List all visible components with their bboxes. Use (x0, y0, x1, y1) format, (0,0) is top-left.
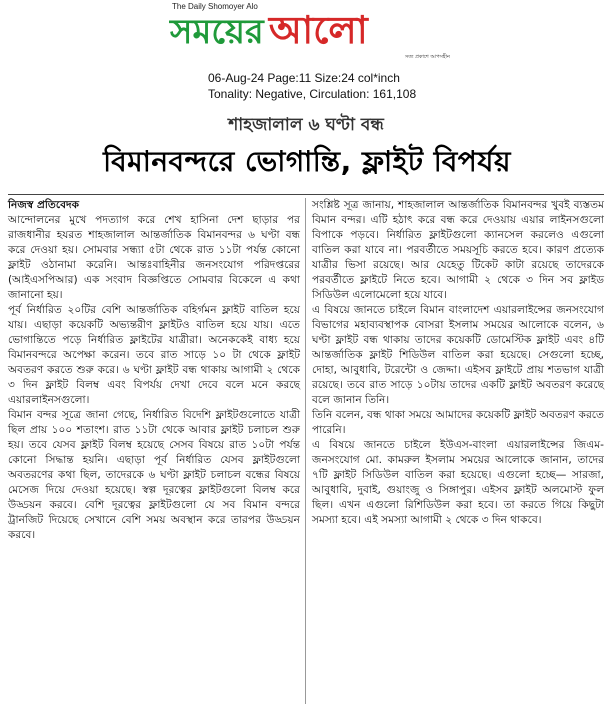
paragraph: পূর্ব নির্ধারিত ২০টির বেশি আন্তর্জাতিক বহির্গমন ফ্লাইট বাতিল হয়ে যায়। এছাড়া কয়েকটি অভ্যন্তরীণ ফ্লাইটও বাতিল হয়ে যায়। এতে ভোগান্তিতে পড়ে নির্ধারিত ফ্লাইটের যাত্রীরা। অনেককেই বাধ্য হয়ে বিমানবন্দরে অপেক্ষা করেন। তবে রাত সাড়ে ১০ টা থেকে ফ্লাইট অবতরণ করতে শুরু করে। ৬ ঘণ্টা ফ্লাইট বন্ধ থাকায় আগামী ২ থেকে ৩ দিন ফ্লাইট বিলম্ব এবং বিপর্যয় দেখা দেবে বলে মনে করছে এয়ারলাইনসগুলো। (8, 304, 300, 406)
paragraph: সংশ্লিষ্ট সূত্র জানায়, শাহজালাল আন্তর্জাতিক বিমানবন্দর খুবই ব্যস্ততম বিমান বন্দর। এটি হঠাৎ করে বন্ধ করে দেওয়ায় এয়ার লাইনসগুলো বিপাকে পড়বে। নির্ধারিত ফ্লাইটগুলো ক্যানসেল করলেও এগুলো বাতিল করা যাবে না। পরবর্তীতে সময়সূচি করতে হবে। কারণ প্রত্যেক যাত্রীর ভিসা রয়েছে। আর যেহেতু টিকেট কাটা রয়েছে তাদেরকে পরবর্তীতে ফ্লাইটে নিতে হবে। আগামী ২ থেকে ৩ দিন সব ফ্লাইড সিডিউল এলোমেলো হয়ে যাবে। (312, 199, 604, 301)
clip-meta (208, 70, 416, 102)
article-headline: বিমানবন্দরে ভোগান্তি, ফ্লাইট বিপর্যয় (103, 145, 511, 178)
newspaper-logo (170, 8, 460, 52)
tagline: সত্য প্রকাশে আপসহীন (405, 54, 450, 60)
paragraph: এ বিষয়ে জানতে চাইলে বিমান বাংলাদেশ এয়ারলাইন্সের জনসংযোগ বিভাগের মহাব্যবস্থাপক বোসরা ইসলাম সময়ের আলোকে বলেন, ৬ ঘণ্টা ফ্লাইট বন্ধ থাকায় তাদের কয়েকটি ডোমেস্টিক ফ্লাইট এবং ৪টি আন্তর্জাতিক ফ্লাইট শিডিউল বাতিল করা হয়েছে। সেগুলো হচ্ছে, দোহা, আবুধাবি, টরেন্টো ও জেদ্দা। এইসব ফ্লাইটে প্রায় শতভাগ যাত্রী রয়েছে। তবে রাত সাড়ে ১০টায় তাদের একটি ফ্লাইট অবতরণ করেছে বলে জানান তিনি। (312, 304, 604, 406)
article-column-1 (8, 198, 300, 704)
clip-meta-line1: 06-Aug-24 Page:11 Size:24 col*inch (208, 71, 400, 85)
english-paper-name: The Daily Shomoyer Alo (172, 2, 258, 11)
byline: নিজস্ব প্রতিবেদক (8, 199, 79, 211)
masthead (0, 0, 612, 62)
paragraph: তিনি বলেন, বন্ধ থাকা সময়ে আমাদের কয়েকটি ফ্লাইট অবতরণ করতে পারেনি। (312, 409, 604, 436)
clip-meta-line2: Tonality: Negative, Circulation: 161,108 (208, 87, 417, 101)
article-column-2 (312, 198, 604, 704)
paragraph: বিমান বন্দর সূত্রে জানা গেছে, নির্ধারিত বিদেশি ফ্লাইটগুলোতে যাত্রী ছিল প্রায় ১০০ শতাংশ। রাত ১১টা থেকে আবার ফ্লাইট চলাচল শুরু হয়। তবে যেসব ফ্লাইট বিলম্ব হয়েছে সেসব বিষয়ে রাত ১০টা পর্যন্ত কোনো সিদ্ধান্ত হয়নি। এছাড়া পূর্ব নির্ধারিত যেসব ফ্লাইটগুলো অবতরণের কথা ছিল, তাদেরকে ৬ ঘণ্টা ফ্লাইট চলাচল বন্ধের বিষয়ে মেসেজ দিয়ে দেওয়া হয়েছে। স্বল্প দূরত্বের ফ্লাইটগুলো বিলম্ব করে উড্ডয়ন করবে। বেশি দূরত্বের ফ্লাইটগুলো যে সব বিমান বন্দরে ট্রানজিট দিয়েছে সেখানে বেশি সময় অবস্থান করে তারপর উড্ডয়ন করবে। (8, 409, 300, 541)
logo-part-red: আলো (268, 8, 368, 52)
headline-divider (8, 194, 604, 195)
logo-part-green: সময়ের (170, 12, 264, 52)
article-kicker: শাহজালাল ৬ ঘণ্টা বন্ধ (228, 115, 384, 135)
column-divider (305, 198, 306, 704)
paragraph: এ বিষয়ে জানতে চাইলে ইউএস-বাংলা এয়ারলাইন্সের জিএম-জনসংযোগ মো. কামরুল ইসলাম সময়ের আলোকে জানান, তাদের ৭টি ফ্লাইট সিডিউল বাতিল করা হয়েছে। এগুলো হচ্ছে— সারজা, আবুধাবি, দুবাই, গুয়াংজু ও সিঙ্গাপুর। এইসব ফ্লাইট অলমোস্ট ফুল ছিল। এখন এগুলো রিশিডিউল করা হবে। তা করতে গিয়ে কিছুটা সমস্যা হবে। এই সমস্যা আগামী ২ থেকে ৩ দিন থাকবে। (312, 439, 604, 526)
paragraph: আন্দোলনের মুখে পদত্যাগ করে শেখ হাসিনা দেশ ছাড়ার পর রাজধানীর হযরত শাহজালাল আন্তর্জাতিক বিমানবন্দর ৬ ঘণ্টা বন্ধ করে দেওয়া হয়। সোমবার সন্ধ্যা ৫টা থেকে রাত ১১টা পর্যন্ত কোনো ফ্লাইট ওঠানামা করেনি। আন্তঃবাহিনীর জনসংযোগ পরিদপ্তরের (আইএসপিআর) এক সংবাদ বিজ্ঞপ্তিতে সোমবার বিকেলে এ কথা জানানো হয়। (8, 214, 300, 301)
